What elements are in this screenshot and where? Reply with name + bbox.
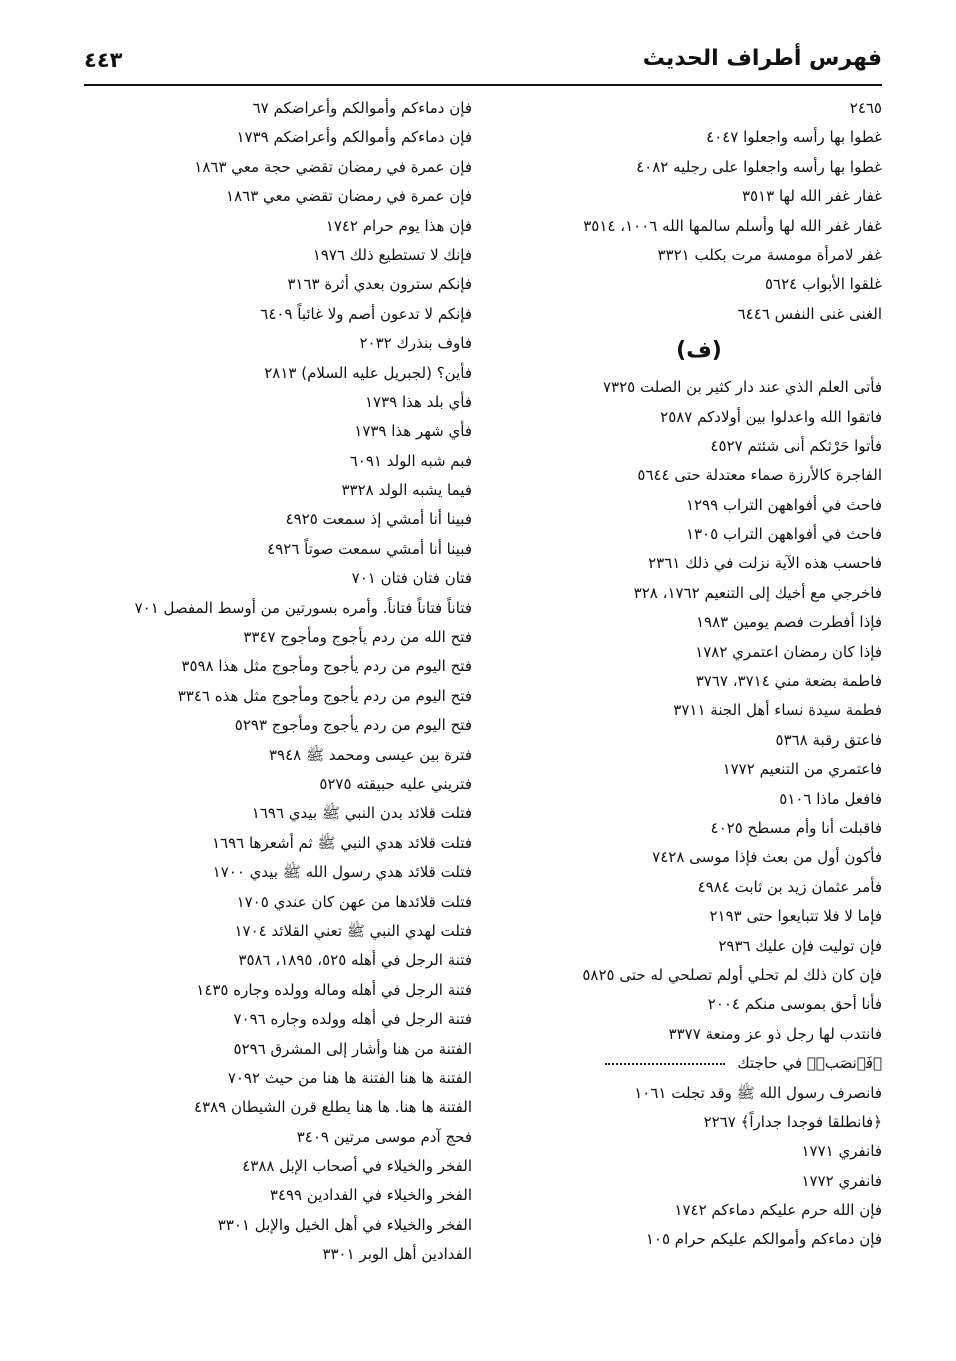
index-entry: الفخر والخيلاء في الفدادين ٣٤٩٩: [269, 1186, 472, 1205]
index-entry: فبم شبه الولد ٦٠٩١: [349, 451, 472, 470]
header-rule: [84, 84, 882, 86]
index-entry: فتلت قلائد هدي النبي ﷺ ثم أشعرها ١٦٩٦: [212, 833, 472, 852]
index-entry: فأي بلد هذا ١٧٣٩: [365, 392, 472, 411]
index-entry: فتح اليوم من ردم يأجوج ومأجوج ٥٢٩٣: [234, 716, 472, 735]
index-entry: فتنة الرجل في أهله وولده وجاره ٧٠٩٦: [233, 1010, 472, 1029]
index-entry: فاتقوا الله واعدلوا بين أولادكم ٢٥٨٧: [660, 407, 882, 426]
index-entry: فاعتمري من التنعيم ١٧٧٢: [722, 760, 882, 779]
index-entry: فإن كان ذلك لم تحلي أولم تصلحي له حتى ٥٨٢٥: [582, 965, 882, 984]
index-entry: فتان فتان فتان ٧٠١: [351, 569, 472, 588]
index-entry: فإذا كان رمضان اعتمري ١٧٨٢: [695, 642, 882, 661]
page-number: ٤٤٣: [84, 48, 123, 72]
index-entry: فاعتق رقبة ٥٣٦٨: [775, 730, 882, 749]
index-entry: فاوف بنذرك ٢٠٣٢: [359, 334, 472, 353]
index-entry: فاطمة بضعة مني ٣٧١٤، ٣٧٦٧: [695, 672, 882, 691]
index-entry: الغنى غنى النفس ٦٤٤٦: [737, 304, 882, 323]
index-entry: فإن عمرة في رمضان تقضي معي ١٨٦٣: [226, 187, 472, 206]
index-entry: فبينا أنا أمشي إذ سمعت ٤٩٢٥: [285, 510, 472, 529]
index-entry: الفتنة ها هنا. ها هنا يطلع قرن الشيطان ٤٣٨٩: [194, 1098, 472, 1117]
index-entry: فانفري ١٧٧١: [801, 1142, 882, 1161]
index-entry: فتلت قلائدها من عهن كان عندي ١٧٠٥: [236, 892, 472, 911]
right-column-entries-after: [516, 1079, 882, 1255]
index-entry: فإنك لا تستطيع ذلك ١٩٧٦: [312, 245, 472, 264]
index-entry: فحج آدم موسى مرتين ٣٤٠٩: [296, 1127, 472, 1146]
left-column-entries: [82, 94, 472, 1270]
index-entry: فتلت قلائد هدي رسول الله ﷺ بيدي ١٧٠٠: [212, 863, 472, 882]
index-entry: فاقبلت أنا وأم مسطح ٤٠٢٥: [710, 818, 882, 837]
index-entry: فأي شهر هذا ١٧٣٩: [354, 422, 472, 441]
index-entry: فإن دماءكم وأموالكم عليكم حرام ١٠٥: [645, 1230, 882, 1249]
index-entry: فيما يشبه الولد ٣٣٢٨: [341, 481, 472, 500]
index-entry: فافعل ماذا ٥١٠٦: [779, 789, 882, 808]
index-entry: غطوا بها رأسه واجعلوا على رجليه ٤٠٨٢: [636, 157, 882, 176]
page-header: [84, 46, 882, 80]
index-entry: فترة بين عيسى ومحمد ﷺ ٣٩٤٨: [268, 745, 472, 764]
index-entry: فإنكم سترون بعدي أثرة ٣١٦٣: [287, 275, 472, 294]
index-entry: فطمة سيدة نساء أهل الجنة ٣٧١١: [673, 701, 882, 720]
index-entry: ٢٤٦٥: [849, 99, 882, 117]
index-entry: فتريني عليه حبيقته ٥٢٧٥: [319, 774, 472, 793]
index-entry: فتح اليوم من ردم يأجوج ومأجوج مثل هذه ٣٣٤٦: [177, 686, 472, 705]
index-entry: الفاجرة كالأرزة صماء معتدلة حتى ٥٦٤٤: [637, 466, 882, 485]
index-entry: فتح اليوم من ردم يأجوج ومأجوج مثل هذا ٣٥٩٨: [181, 657, 472, 676]
index-entry: غفار غفر الله لها وأسلم سالمها الله ١٠٠٦، ٣٥١٤: [583, 216, 882, 235]
index-entry: ﴿فانطلقا فوجدا جداراً﴾ ٢٢٦٧: [703, 1112, 882, 1131]
index-entry: فتلت قلائد بدن النبي ﷺ بيدي ١٦٩٦: [251, 804, 472, 823]
index-entry: الفتنة ها هنا الفتنة ها هنا من حيث ٧٠٩٢: [227, 1068, 472, 1087]
index-entry: غفر لامرأة مومسة مرت بكلب ٣٣٢١: [657, 245, 882, 264]
dotted-entry-text: ﴿فَٱنصَبۡ﴾ في حاجتك: [737, 1054, 882, 1073]
index-entry: فاحث في أفواههن التراب ١٣٠٥: [685, 525, 882, 544]
index-entry: فأين؟ (لجبريل عليه السلام) ٢٨١٣: [264, 363, 472, 382]
index-entry: فإنكم لا تدعون أصم ولا غائباً ٦٤٠٩: [260, 304, 472, 323]
index-entry: فأمر عثمان زيد بن ثابت ٤٩٨٤: [697, 877, 882, 896]
index-entry: الفخر والخيلاء في أهل الخيل والإبل ٣٣٠١: [217, 1215, 472, 1234]
index-entry: فإن عمرة في رمضان تقضي حجة معي ١٨٦٣: [194, 157, 472, 176]
index-entry: فانصرف رسول الله ﷺ وقد تجلت ١٠٦١: [634, 1083, 882, 1102]
index-entry: فتاناً فتاناً فتاناً. وأمره بسورتين من أوسط المفصل ٧٠١: [134, 598, 472, 617]
page-title: فهرس أطراف الحديث: [642, 46, 882, 71]
index-entry: فاحسب هذه الآية نزلت في ذلك ٢٣٦١: [648, 554, 882, 573]
index-entry: فتنة الرجل في أهله وماله وولده وجاره ١٤٣٥: [196, 980, 472, 999]
index-entry: فأكون أول من بعث فإذا موسى ٧٤٢٨: [652, 848, 882, 867]
index-entry: الفدادين أهل الوبر ٣٣٠١: [322, 1245, 472, 1264]
index-entry: فإذا أفطرت فصم يومين ١٩٨٣: [696, 613, 882, 632]
index-entry: الفتنة من هنا وأشار إلى المشرق ٥٢٩٦: [233, 1039, 472, 1058]
dotted-leader: [605, 1063, 725, 1065]
index-entry: غطوا بها رأسه واجعلوا ٤٠٤٧: [706, 128, 882, 147]
dotted-entry-row: [516, 1049, 882, 1078]
index-entry: الفخر والخيلاء في أصحاب الإبل ٤٣٨٨: [242, 1157, 472, 1176]
index-entry: فاحث في أفواههن التراب ١٢٩٩: [685, 495, 882, 514]
index-entry: فتنة الرجل في أهله ٥٢٥، ١٨٩٥، ٣٥٨٦: [238, 951, 472, 970]
right-column-entries: [516, 373, 882, 1049]
index-entry: فانفري ١٧٧٢: [801, 1171, 882, 1190]
right-column-top-entries: [516, 94, 882, 329]
index-entry: فأتى العلم الذي عند دار كثير بن الصلت ٧٣٢٥: [602, 378, 882, 397]
section-heading: (ف): [676, 338, 722, 364]
index-entry: فإن دماءكم وأموالكم وأعراضكم ١٧٣٩: [236, 128, 472, 147]
index-entry: فإن دماءكم وأموالكم وأعراضكم ٦٧: [252, 99, 472, 117]
index-entry: فإن توليت فإن عليك ٢٩٣٦: [718, 936, 882, 955]
index-entry: فانتدب لها رجل ذو عز ومنعة ٣٣٧٧: [668, 1024, 882, 1043]
index-entry: فأنا أحق بموسى منكم ٢٠٠٤: [707, 995, 882, 1014]
index-entry: فأتوا حَرْثكم أنى شئتم ٤٥٢٧: [710, 436, 882, 455]
index-entry: فاخرجي مع أخيك إلى التنعيم ١٧٦٢، ٣٢٨: [633, 583, 882, 602]
index-entry: فإما لا فلا تتبايعوا حتى ٢١٩٣: [709, 907, 882, 926]
index-entry: فتلت لهدي النبي ﷺ تعني القلائد ١٧٠٤: [234, 921, 472, 940]
right-column: [516, 94, 882, 1255]
index-entry: فتح الله من ردم يأجوج ومأجوج ٣٣٤٧: [243, 628, 472, 647]
index-entry: فإن الله حرم عليكم دماءكم ١٧٤٢: [674, 1201, 882, 1220]
index-entry: غلقوا الأبواب ٥٦٢٤: [764, 275, 882, 294]
index-entry: فإن هذا يوم حرام ١٧٤٢: [325, 216, 472, 235]
left-column: [82, 94, 472, 1270]
index-entry: غفار غفر الله لها ٣٥١٣: [741, 187, 882, 206]
index-entry: فبينا أنا أمشي سمعت صوتاً ٤٩٢٦: [267, 539, 472, 558]
